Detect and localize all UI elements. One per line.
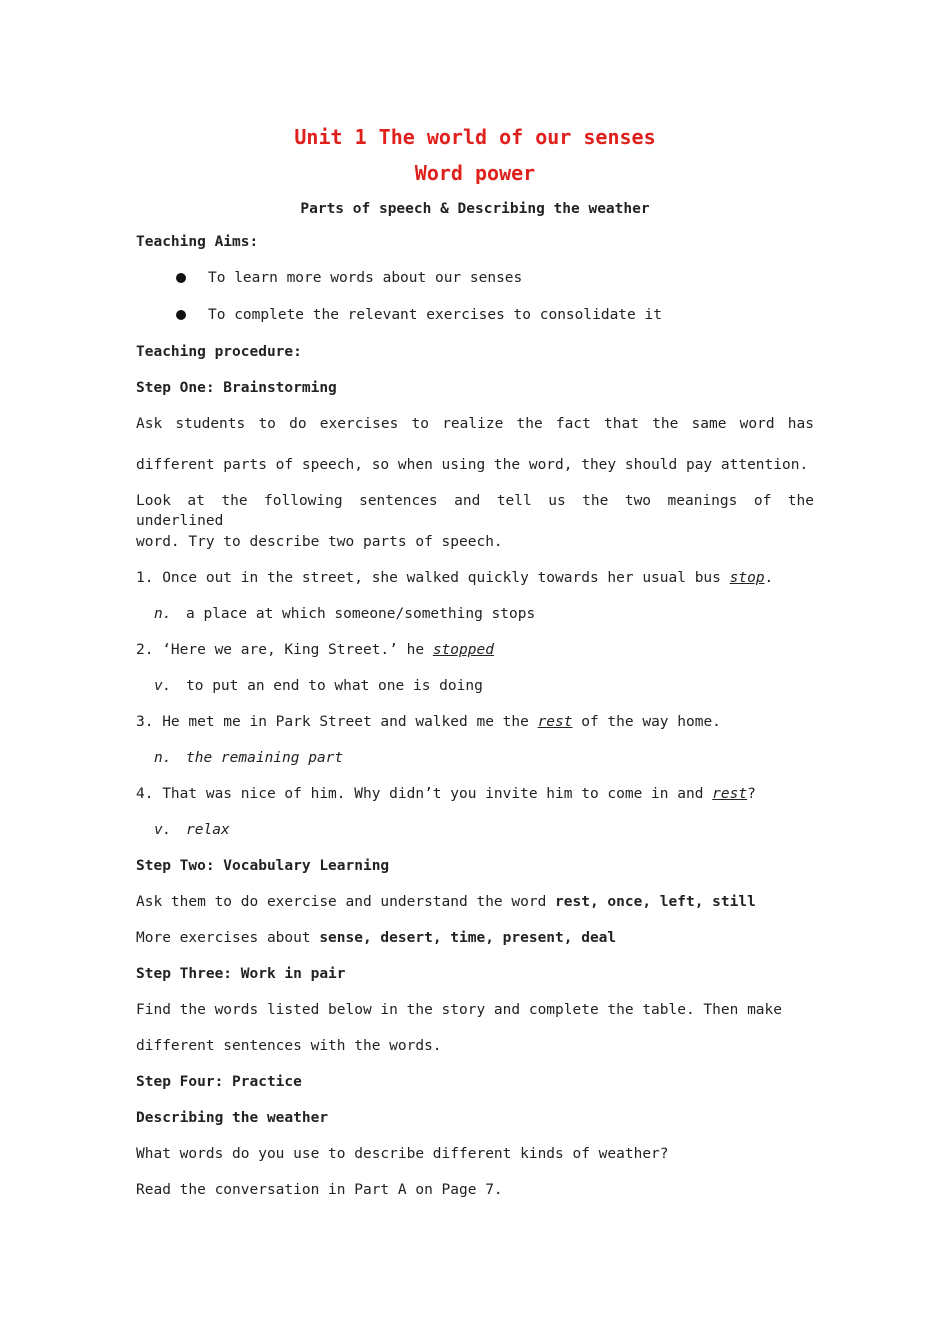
paragraph-line xyxy=(136,928,616,948)
underlined-word: stop xyxy=(729,570,765,586)
sentence-text: ? xyxy=(747,786,756,802)
meaning-text: the remaining part xyxy=(186,750,344,766)
paragraph-line: What words do you use to describe different kinds of weather? xyxy=(136,1146,669,1162)
sentence-text: of the way home. xyxy=(572,714,721,730)
step-one-heading: Step One: Brainstorming xyxy=(136,380,337,396)
sentence-text: 4. That was nice of him. Why didn’t you invite him to come in and xyxy=(136,786,713,802)
meaning-text: a place at which someone/something stops xyxy=(186,606,536,622)
procedure-heading: Teaching procedure: xyxy=(136,344,302,360)
sentence-text: . xyxy=(764,570,774,586)
bullet-icon xyxy=(176,310,186,320)
section-subheading: Describing the weather xyxy=(136,1110,329,1126)
sentence-text: 2. ‘Here we are, King Street.’ he xyxy=(136,642,433,658)
document-subtitle: Word power xyxy=(414,161,536,185)
step-two-heading: Step Two: Vocabulary Learning xyxy=(136,858,390,874)
document-topic: Parts of speech & Describing the weather xyxy=(300,201,650,217)
part-of-speech: v. xyxy=(154,822,172,838)
document-title: Unit 1 The world of our senses xyxy=(294,125,656,149)
paragraph-line: Ask students to do exercises to realize the fact that the same word has xyxy=(136,416,814,432)
meaning-text: relax xyxy=(186,822,230,838)
step-three-heading: Step Three: Work in pair xyxy=(136,966,346,982)
word-meaning xyxy=(154,820,230,840)
part-of-speech: n. xyxy=(154,750,172,766)
paragraph-line: Read the conversation in Part A on Page 7. xyxy=(136,1182,503,1198)
word-meaning xyxy=(154,604,535,624)
vocabulary-words: sense, desert, time, present, deal xyxy=(319,930,617,946)
example-sentence xyxy=(136,784,756,804)
example-sentence xyxy=(136,568,773,588)
paragraph-text: Ask them to do exercise and understand the word xyxy=(136,894,556,910)
part-of-speech: n. xyxy=(154,606,172,622)
aims-heading: Teaching Aims: xyxy=(136,234,259,250)
sentence-text: 3. He met me in Park Street and walked me the xyxy=(136,714,538,730)
word-meaning xyxy=(154,748,343,768)
example-sentence xyxy=(136,640,494,660)
aim-item: To learn more words about our senses xyxy=(208,270,523,286)
part-of-speech: v. xyxy=(154,678,172,694)
underlined-word: rest xyxy=(712,786,748,802)
paragraph-line: Look at the following sentences and tell us the two meanings of the underlined xyxy=(136,493,814,529)
bullet-icon xyxy=(176,273,186,283)
example-sentence xyxy=(136,712,721,732)
paragraph-line: different sentences with the words. xyxy=(136,1038,442,1054)
paragraph-line: different parts of speech, so when using the word, they should pay attention. xyxy=(136,457,809,473)
paragraph-text: More exercises about xyxy=(136,930,320,946)
paragraph-line: word. Try to describe two parts of speech. xyxy=(136,534,503,550)
sentence-text: 1. Once out in the street, she walked quickly towards her usual bus xyxy=(136,570,730,586)
aim-item: To complete the relevant exercises to consolidate it xyxy=(208,307,662,323)
word-meaning xyxy=(154,676,483,696)
meaning-text: to put an end to what one is doing xyxy=(186,678,483,694)
step-four-heading: Step Four: Practice xyxy=(136,1074,302,1090)
underlined-word: stopped xyxy=(432,642,494,658)
paragraph-line: Find the words listed below in the story and complete the table. Then make xyxy=(136,1002,783,1018)
paragraph-line xyxy=(136,892,756,912)
underlined-word: rest xyxy=(537,714,573,730)
vocabulary-words: rest, once, left, still xyxy=(555,894,756,910)
